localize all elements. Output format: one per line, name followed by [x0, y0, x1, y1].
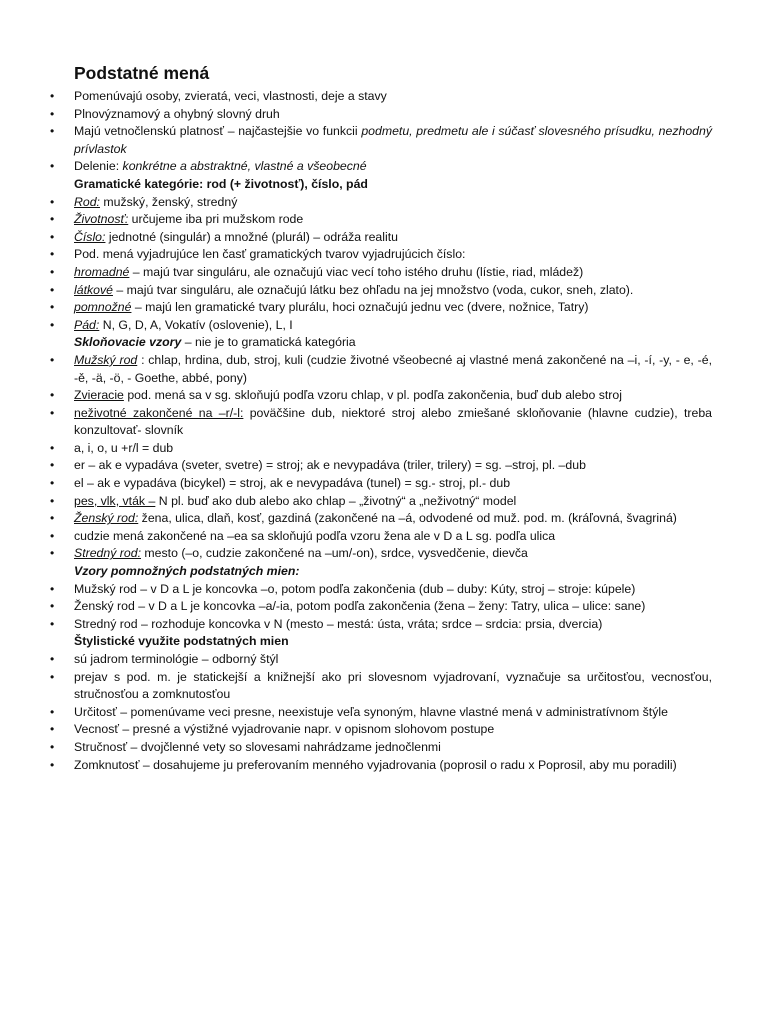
term-label: látkové [74, 282, 113, 297]
bullet-marker: • [50, 282, 55, 297]
bullet-marker: • [50, 616, 55, 631]
term-label: Číslo: [74, 229, 106, 244]
bullet-marker: • [50, 528, 55, 543]
item-text: a, i, o, u +r/l = dub [74, 440, 174, 455]
item-text: Plnovýznamový a ohybný slovný druh [74, 106, 280, 121]
list-item [0, 457, 768, 475]
item-text: – majú tvar singuláru, ale označujú viac vecí toho istého druhu (lístie, riad, mládež) [132, 264, 584, 279]
heading-text: Skloňovacie vzory [74, 335, 182, 350]
term-label: Stredný rod: [74, 546, 141, 561]
list-item [0, 440, 768, 458]
bullet-marker: • [50, 212, 55, 227]
term-label: Pád: [74, 317, 100, 332]
bullet-marker: • [50, 458, 55, 473]
list-item [0, 739, 768, 757]
list-item [0, 704, 768, 722]
item-text-italic: podmetu, predmetu ale i súčasť slovesného prísudku, nezhodný prívlastok [74, 124, 712, 156]
list-item [0, 528, 768, 546]
term-label: pes, vlk, vták – [74, 493, 156, 508]
bullet-marker: • [50, 722, 55, 737]
heading-text: Štylistické využite podstatných mien [74, 634, 289, 649]
item-text: Mužský rod – v D a L je koncovka –o, potom podľa zakončenia (dub – duby: Kúty, stroj – stroje: kúpele) [74, 581, 636, 596]
bullet-marker: • [50, 757, 55, 772]
item-text: jednotné (singulár) a množné (plurál) – odráža realitu [108, 229, 398, 244]
item-text: Pod. mená vyjadrujúce len časť gramatických tvarov vyjadrujúcich číslo: [74, 247, 466, 262]
heading-text: Vzory pomnožných podstatných mien: [74, 564, 300, 579]
bullet-marker: • [50, 352, 55, 367]
bullet-marker: • [50, 194, 55, 209]
list-item [0, 510, 768, 528]
item-text: Pomenúvajú osoby, zvieratá, veci, vlastnosti, deje a stavy [74, 89, 387, 103]
section-heading [0, 176, 768, 194]
list-item [0, 352, 768, 387]
item-text-italic: konkrétne a abstraktné, vlastné a všeobecné [122, 159, 367, 174]
item-text: er – ak e vypadáva (sveter, svetre) = stroj; ak e nevypadáva (triler, trilery) = sg. –stroj, pl. –dub [74, 458, 586, 473]
item-text: pod. mená sa v sg. skloňujú podľa vzoru chlap, v pl. podľa zakončenia, buď dub alebo stroj [127, 388, 622, 403]
term-label: Rod: [74, 194, 100, 209]
list-item [0, 616, 768, 634]
item-text: určujeme iba pri mužskom rode [131, 212, 304, 227]
bullet-marker: • [50, 493, 55, 508]
document-page [0, 62, 768, 774]
list-item [0, 334, 768, 352]
item-text: žena, ulica, dlaň, kosť, gazdiná (zakončené na –á, odvodené od muž. pod. m. (kráľovná, švagriná) [141, 511, 677, 526]
list-item [0, 123, 768, 158]
list-item [0, 88, 768, 106]
list-item [0, 229, 768, 247]
item-text: Stredný rod – rozhoduje koncovka v N (mesto – mestá: ústa, vráta; srdce – srdcia: prsia, dvercia) [74, 616, 603, 631]
list-item [0, 317, 768, 335]
bullet-marker: • [50, 317, 55, 332]
term-label: pomnožné [74, 300, 132, 315]
list-item [0, 493, 768, 511]
item-text: cudzie mená zakončené na –ea sa skloňujú podľa vzoru žena ale v D a L sg. podľa ulica [74, 528, 556, 543]
bullet-marker: • [50, 704, 55, 719]
list-item [0, 194, 768, 212]
section-heading [0, 633, 768, 651]
term-label: Životnosť: [74, 212, 129, 227]
term-label: Ženský rod: [74, 511, 139, 526]
item-text: prejav s pod. m. je statickejší a knižnejší ako pri slovesnom vyjadrovaní, vyznačuje sa určitosťou, vecnosťou, stručnosťou a zomknutosťou [74, 669, 712, 702]
list-item [0, 598, 768, 616]
bullet-marker: • [50, 511, 55, 526]
document-title: Podstatné mená [74, 63, 210, 83]
bullet-marker: • [50, 89, 55, 103]
list-item [0, 405, 768, 440]
term-label: hromadné [74, 264, 130, 279]
term-label: Zvieracie [74, 388, 124, 403]
bullet-marker: • [50, 264, 55, 279]
list-item [0, 246, 768, 264]
list-item [0, 545, 768, 563]
list-item [0, 158, 768, 176]
item-text: N pl. buď ako dub alebo ako chlap – „životný“ a „neživotný“ model [158, 493, 517, 508]
list-item [0, 581, 768, 599]
item-text: poväčšine dub, niektoré stroj alebo zmiešané skloňovanie (hlavne cudzie), treba konzultovať- slovník [74, 405, 712, 438]
list-item [0, 282, 768, 300]
item-text: Vecnosť – presné a výstižné vyjadrovanie napr. v opisnom slohovom postupe [74, 722, 495, 737]
bullet-marker: • [50, 476, 55, 491]
item-text: Určitosť – pomenúvame veci presne, neexistuje veľa synoným, hlavne vlastné mená v administratívnom štýle [74, 704, 668, 719]
bullet-marker: • [50, 581, 55, 596]
bullet-marker: • [50, 300, 55, 315]
bullet-marker: • [50, 159, 55, 174]
list-item [0, 757, 768, 775]
item-text: Majú vetnočlenskú platnosť – najčastejšie vo funkcii [74, 124, 358, 139]
item-text: el – ak e vypadáva (bicykel) = stroj, ak e nevypadáva (tunel) = sg.- stroj, pl.- dub [74, 476, 511, 491]
item-text: sú jadrom terminológie – odborný štýl [74, 652, 279, 666]
bullet-marker: • [50, 739, 55, 754]
bullet-marker: • [50, 652, 55, 666]
item-text: Zomknutosť – dosahujeme ju preferovaním menného vyjadrovania (poprosil o radu x Poprosil, aby mu poradili) [74, 757, 677, 772]
heading-text: Gramatické kategórie: rod (+ životnosť), číslo, pád [74, 176, 368, 191]
item-text: Delenie: [74, 159, 120, 174]
bullet-marker: • [50, 247, 55, 262]
bullet-marker: • [50, 546, 55, 561]
bullet-marker: • [50, 388, 55, 403]
item-text: – majú tvar singuláru, ale označujú látku bez ohľadu na jej množstvo (voda, cukor, sneh, zlato). [116, 282, 634, 297]
item-text: mesto (–o, cudzie zakončené na –um/-on), srdce, vysvedčenie, dievča [144, 546, 528, 561]
item-text: N, G, D, A, Vokatív (oslovenie), L, I [102, 317, 293, 332]
list-item [0, 721, 768, 739]
item-text: : chlap, hrdina, dub, stroj, kuli (cudzie životné všeobecné aj vlastné mená zakončené na –i, -í, -y, - e, -é, -ě, -ä, -ö, - Goethe, abbé, pony) [74, 352, 712, 385]
section-heading [0, 563, 768, 581]
list-item [0, 299, 768, 317]
term-label: Mužský rod [74, 352, 138, 367]
list-item [0, 264, 768, 282]
item-text: – majú len gramatické tvary plurálu, hoci označujú jednu vec (dvere, nožnice, Tatry) [134, 300, 589, 315]
item-text: mužský, ženský, stredný [103, 194, 238, 209]
term-label: neživotné zakončené na –r/-l: [74, 405, 244, 420]
bullet-marker: • [50, 124, 55, 139]
list-item [0, 387, 768, 405]
item-text: Stručnosť – dvojčlenné vety so slovesami nahrádzame jednočlenmi [74, 739, 441, 754]
list-item [0, 106, 768, 124]
bullet-marker: • [50, 106, 55, 121]
list-item [0, 475, 768, 493]
list-item [0, 669, 768, 704]
list-item [0, 211, 768, 229]
bullet-marker: • [50, 669, 55, 684]
bullet-list [0, 88, 768, 774]
bullet-marker: • [50, 229, 55, 244]
bullet-marker: • [50, 440, 55, 455]
bullet-marker: • [50, 405, 55, 420]
bullet-marker: • [50, 599, 55, 614]
item-text: – nie je to gramatická kategória [184, 335, 356, 350]
list-item [0, 651, 768, 669]
item-text: Ženský rod – v D a L je koncovka –a/-ia, potom podľa zakončenia (žena – ženy: Tatry, ulica – ulice: sane) [74, 599, 646, 614]
